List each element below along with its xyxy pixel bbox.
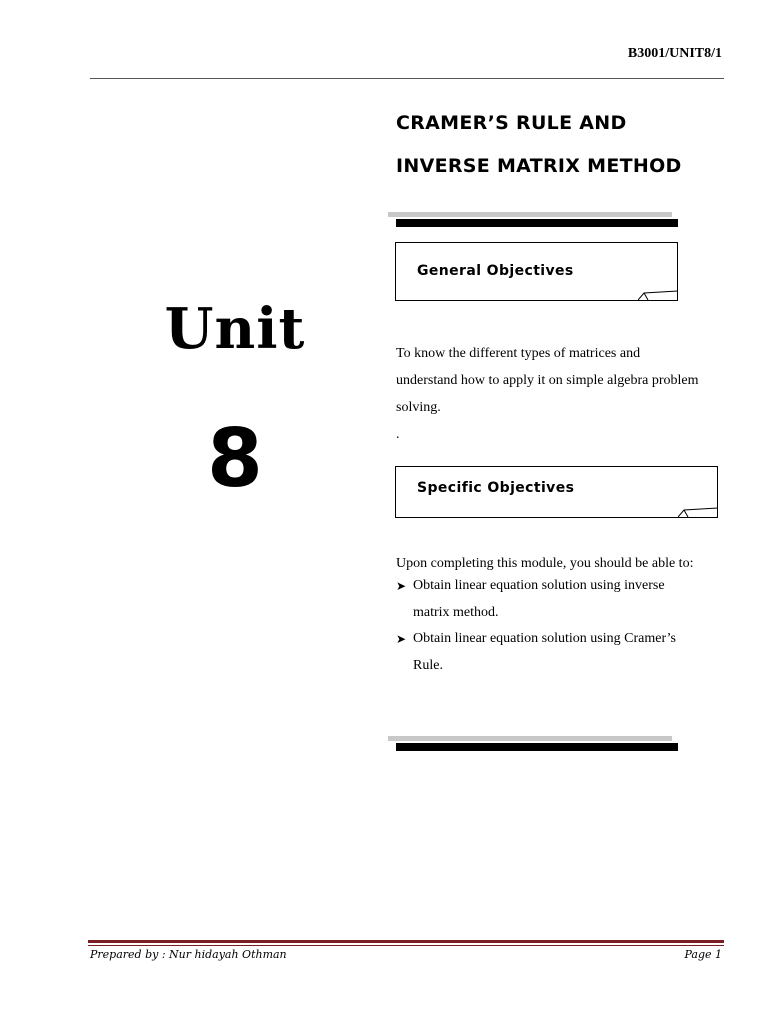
- unit-title-line-2: INVERSE MATRIX METHOD: [396, 155, 682, 177]
- header-rule: [90, 78, 724, 79]
- specific-objectives-box: [395, 466, 718, 518]
- divider-shadow-bottom: [388, 736, 672, 741]
- general-objectives-line-1: To know the different types of matrices and: [396, 346, 641, 361]
- folded-corner-icon: [638, 289, 678, 301]
- general-objectives-line-4: .: [396, 427, 400, 442]
- general-objectives-heading: General Objectives: [417, 263, 574, 279]
- unit-number: 8: [207, 412, 263, 505]
- list-item-line-1: Obtain linear equation solution using inverse: [413, 578, 665, 593]
- divider-bar-top: [396, 219, 678, 227]
- unit-title-line-1: CRAMER’S RULE AND: [396, 112, 627, 134]
- list-item-line-2: matrix method.: [413, 604, 499, 620]
- document-code: B3001/UNIT8/1: [627, 46, 722, 61]
- footer-page-number: Page 1: [684, 948, 722, 961]
- specific-objectives-heading: Specific Objectives: [417, 480, 575, 496]
- unit-title: [396, 105, 736, 191]
- folded-corner-icon: [678, 506, 718, 518]
- arrow-bullet-icon: ➤: [396, 579, 407, 593]
- footer-rule: [88, 940, 724, 943]
- footer-rule-thin: [88, 945, 724, 946]
- specific-objectives-intro: Upon completing this module, you should be able to:: [396, 556, 694, 571]
- general-objectives-line-3: solving.: [396, 400, 441, 415]
- list-item-line-1: Obtain linear equation solution using Cramer’s: [413, 631, 676, 646]
- list-item: [396, 626, 736, 679]
- divider-shadow-top: [388, 212, 672, 217]
- list-item-line-2: Rule.: [413, 657, 443, 673]
- arrow-bullet-icon: ➤: [396, 632, 407, 646]
- list-item: [396, 573, 736, 626]
- unit-word: Unit: [164, 296, 306, 362]
- general-objectives-text: [396, 340, 736, 448]
- footer-prepared-by: Prepared by : Nur hidayah Othman: [90, 948, 287, 961]
- general-objectives-box: [395, 242, 678, 301]
- general-objectives-line-2: understand how to apply it on simple algebra problem: [396, 373, 699, 388]
- specific-objectives-list: [396, 573, 736, 679]
- divider-bar-bottom: [396, 743, 678, 751]
